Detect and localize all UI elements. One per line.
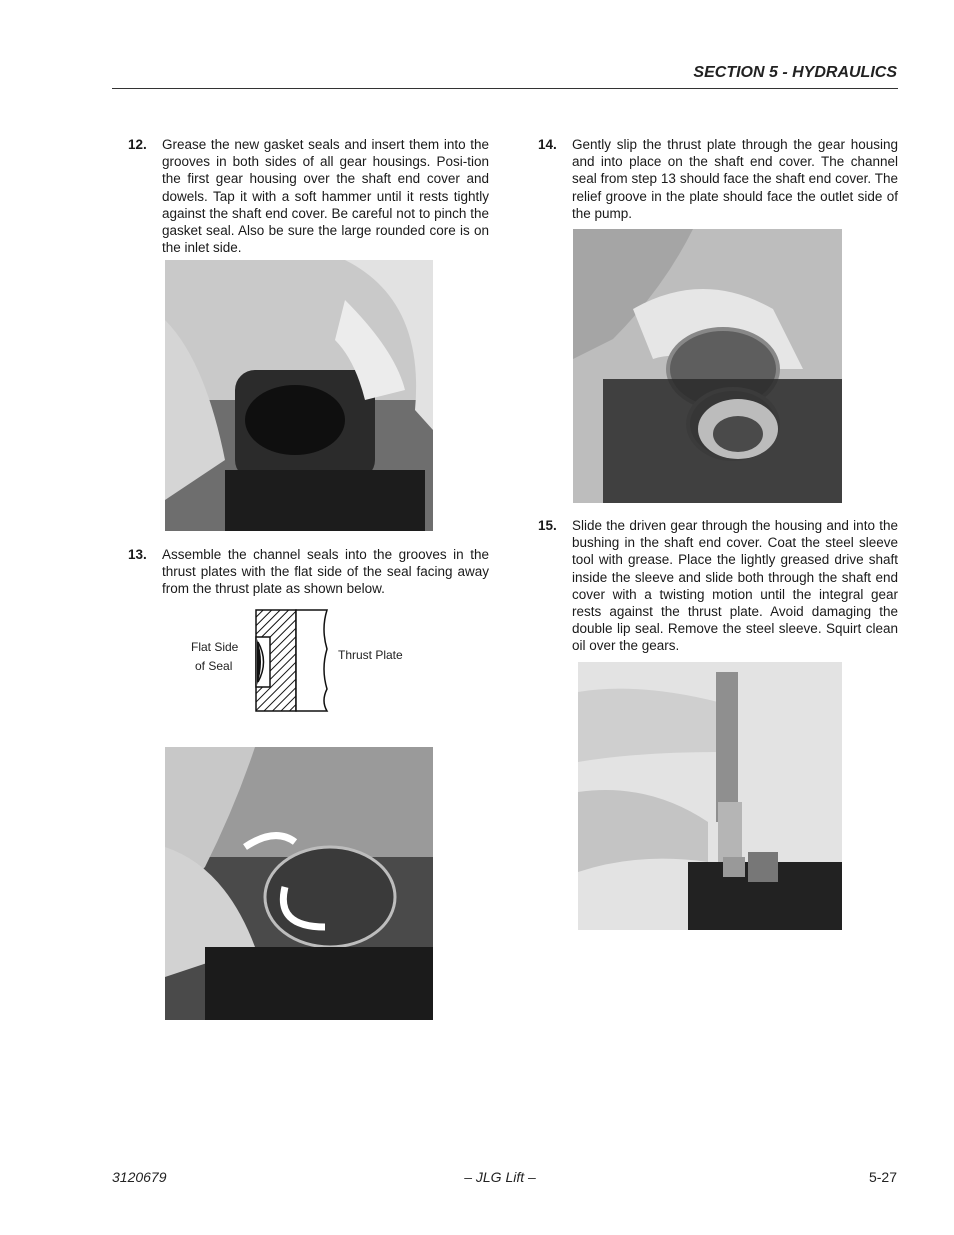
flat-side-label: Flat Side: [191, 640, 239, 654]
step-text: Assemble the channel seals into the grooves in the thrust plates with the flat side of the seal facing away from the thrust plate as shown below.: [162, 547, 489, 597]
gear-housing-photo: [165, 260, 433, 531]
flat-side-label-line2: of Seal: [195, 659, 233, 673]
step-text: Grease the new gasket seals and insert them into the grooves in both sides of all gear housings. Posi-tion the first gear housing over the shaft end cover and dowels. Tap it with a soft hammer until it rests tightly against the shaft end cover. Be careful not to pinch the gasket seal. Also be sure the large rounded core is on the inlet side.: [162, 137, 489, 256]
footer-doc-number: 3120679: [112, 1169, 167, 1185]
section-title: SECTION 5 - HYDRAULICS: [693, 64, 897, 81]
footer-page-number: 5-27: [868, 1169, 897, 1185]
step-text: Gently slip the thrust plate through the gear housing and into place on the shaft end cover. The channel seal from step 13 should face the shaft end cover. The relief groove in the plate should face the outlet side of the pump.: [572, 137, 898, 221]
step-number: 12.: [128, 137, 147, 152]
step-text: Slide the driven gear through the housing and into the bushing in the shaft end cover. Coat the steel sleeve tool with grease. Place the lightly greased drive shaft inside the sleeve and slide both through the shaft end cover with a twisting motion until the integral gear rests against the thrust plate. Avoid damaging the double lip seal. Remove the steel sleeve. Squirt clean oil over the gears.: [572, 518, 898, 654]
thrust-plate-label: Thrust Plate: [338, 648, 403, 662]
thrust-plate-install-photo: [573, 229, 842, 503]
footer-brand: – JLG Lift –: [464, 1169, 536, 1185]
step-number: 15.: [538, 518, 557, 533]
step-number: 14.: [538, 137, 557, 152]
drive-shaft-install-photo: [578, 662, 842, 930]
header-rule: [112, 88, 898, 89]
seal-cross-section-drawing: [255, 609, 335, 713]
step-number: 13.: [128, 547, 147, 562]
thrust-plate-seal-photo: [165, 747, 433, 1020]
channel-seal-diagram: [180, 605, 430, 715]
